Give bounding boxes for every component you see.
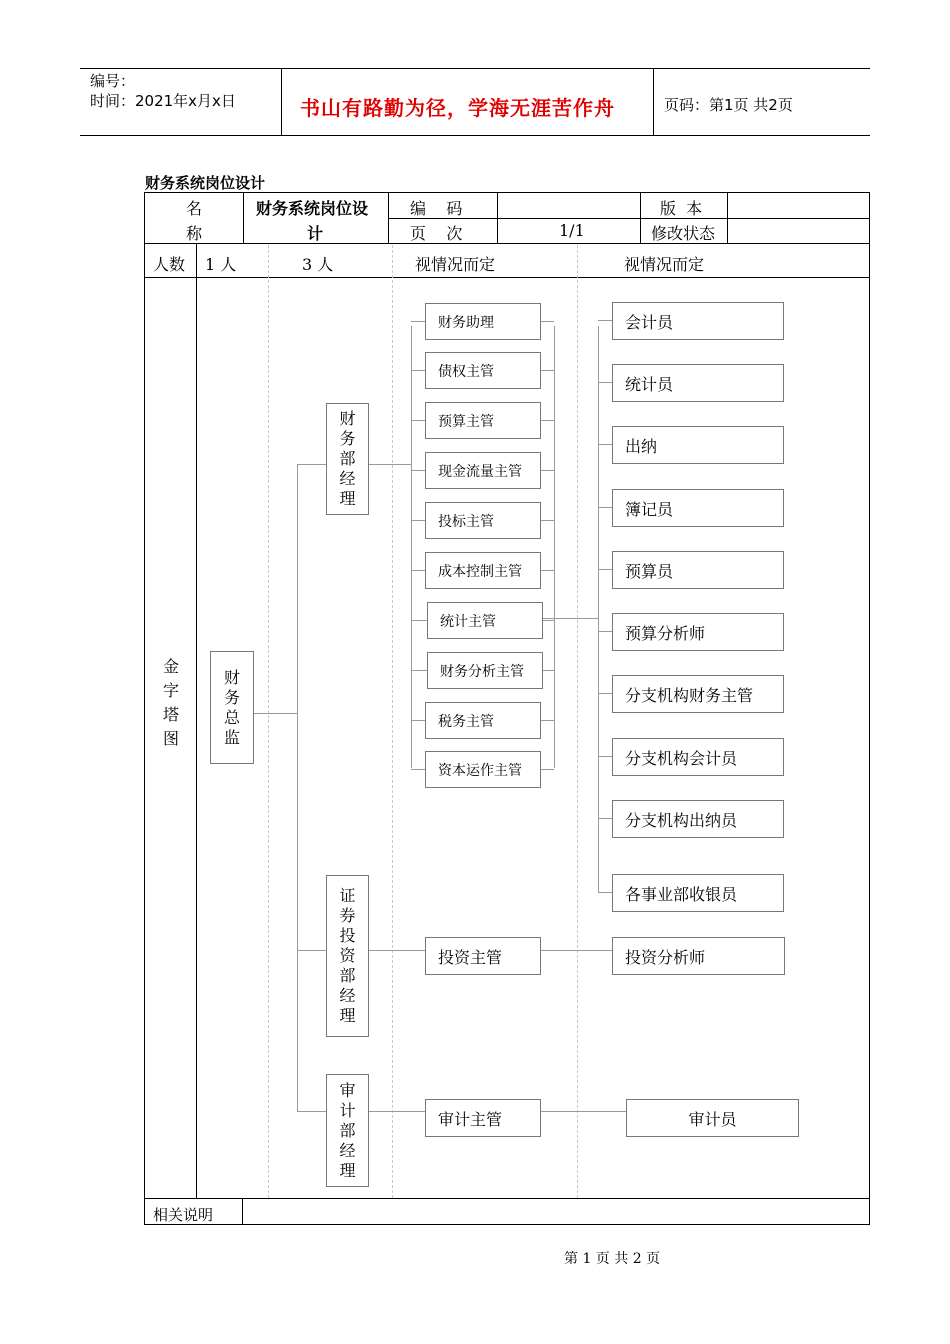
footer-page-number: 第 1 页 共 2 页 (564, 1251, 661, 1267)
org-finance-staff-label: 预算分析师 (625, 623, 706, 643)
org-finance-supervisor-label: 预算主管 (438, 413, 494, 430)
org-finance-supervisor-box (425, 751, 541, 788)
org-investment-supervisor-label: 投资主管 (438, 947, 503, 967)
org-finance-staff-label: 分支机构财务主管 (625, 685, 754, 705)
org-manager-investment-box (326, 875, 369, 1037)
org-finance-staff-label: 会计员 (625, 312, 674, 332)
org-finance-staff-box (612, 874, 784, 912)
header-page-info: 页码：第1页 共2页 (664, 96, 793, 114)
org-finance-staff-box (612, 738, 784, 776)
org-finance-supervisor-label: 投标主管 (438, 513, 494, 530)
org-investment-staff-box (612, 937, 785, 975)
page-value: 1/1 (559, 221, 585, 240)
org-manager-finance-label: 财务部经理 (339, 409, 356, 508)
org-finance-staff-box (612, 426, 784, 464)
org-finance-staff-label: 分支机构会计员 (625, 748, 738, 768)
org-audit-supervisor-label: 审计主管 (438, 1109, 503, 1129)
org-finance-staff-box (612, 675, 784, 713)
headcount-staff: 视情况而定 (624, 255, 705, 274)
org-finance-supervisor-box (425, 352, 541, 389)
header-number-label: 编号： (90, 72, 136, 90)
pyramid-label: 金字塔图 (162, 657, 179, 748)
document-title: 财务系统岗位设计 (145, 174, 266, 192)
org-manager-audit-label: 审计部经理 (339, 1080, 356, 1180)
org-finance-staff-label: 分支机构出纳员 (625, 810, 738, 830)
org-finance-staff-label: 簿记员 (625, 499, 674, 519)
org-finance-supervisor-box (425, 402, 541, 439)
code-label: 编 码 (410, 199, 463, 218)
org-finance-supervisor-label: 统计主管 (440, 613, 496, 630)
org-director-label: 财务总监 (223, 667, 240, 747)
org-audit-staff-box (626, 1099, 799, 1137)
org-manager-investment-label: 证券投资部经理 (339, 886, 356, 1025)
header-bottom-rule (80, 135, 870, 136)
org-finance-supervisor-box (425, 702, 541, 739)
org-finance-staff-box (612, 489, 784, 527)
org-investment-staff-label: 投资分析师 (625, 947, 706, 967)
org-finance-supervisor-box (425, 552, 541, 589)
name-label-2: 称 (186, 224, 203, 243)
org-director-box (210, 651, 254, 764)
headcount-managers: 3 人 (302, 255, 334, 274)
org-investment-supervisor-box (425, 937, 541, 975)
org-finance-staff-box (612, 302, 784, 340)
header-time-label: 时间：2021年x月x日 (90, 92, 236, 110)
header-divider-right (653, 68, 654, 136)
org-finance-supervisor-box (425, 452, 541, 489)
name-value-2: 计 (307, 224, 324, 243)
org-finance-supervisor-box (427, 652, 543, 689)
org-finance-staff-label: 出纳 (625, 436, 658, 456)
org-finance-supervisor-label: 财务分析主管 (440, 663, 524, 680)
header-divider-left (281, 68, 282, 136)
org-finance-supervisor-label: 资本运作主管 (438, 762, 522, 779)
org-finance-staff-label: 预算员 (625, 561, 674, 581)
org-finance-supervisor-label: 税务主管 (438, 713, 494, 730)
headcount-label: 人数 (153, 255, 186, 274)
org-finance-supervisor-box (425, 303, 541, 340)
headcount-supervisors: 视情况而定 (415, 255, 496, 274)
org-finance-staff-label: 各事业部收银员 (625, 884, 738, 904)
org-audit-staff-label: 审计员 (688, 1109, 737, 1129)
page-label: 页 次 (410, 224, 463, 243)
org-finance-staff-box (612, 364, 784, 402)
org-finance-staff-label: 统计员 (625, 374, 674, 394)
org-finance-supervisor-box (427, 602, 543, 639)
name-label-1: 名 (186, 199, 203, 218)
org-finance-supervisor-label: 成本控制主管 (438, 563, 522, 580)
org-finance-staff-box (612, 551, 784, 589)
org-manager-finance-box (326, 403, 369, 515)
headcount-director: 1 人 (205, 255, 237, 274)
version-label: 版 本 (660, 199, 703, 218)
org-finance-supervisor-box (425, 502, 541, 539)
notes-label: 相关说明 (153, 1206, 214, 1224)
name-value-1: 财务系统岗位设 (256, 199, 369, 218)
org-audit-supervisor-box (425, 1099, 541, 1137)
org-finance-supervisor-label: 现金流量主管 (438, 463, 522, 480)
org-finance-supervisor-label: 财务助理 (438, 314, 494, 331)
header-motto: 书山有路勤为径，学海无涯苦作舟 (300, 96, 615, 120)
org-manager-audit-box (326, 1074, 369, 1187)
org-finance-supervisor-label: 债权主管 (438, 363, 494, 380)
revision-label: 修改状态 (651, 224, 716, 243)
org-finance-staff-box (612, 613, 784, 651)
org-finance-staff-box (612, 800, 784, 838)
header-top-rule (80, 68, 870, 69)
